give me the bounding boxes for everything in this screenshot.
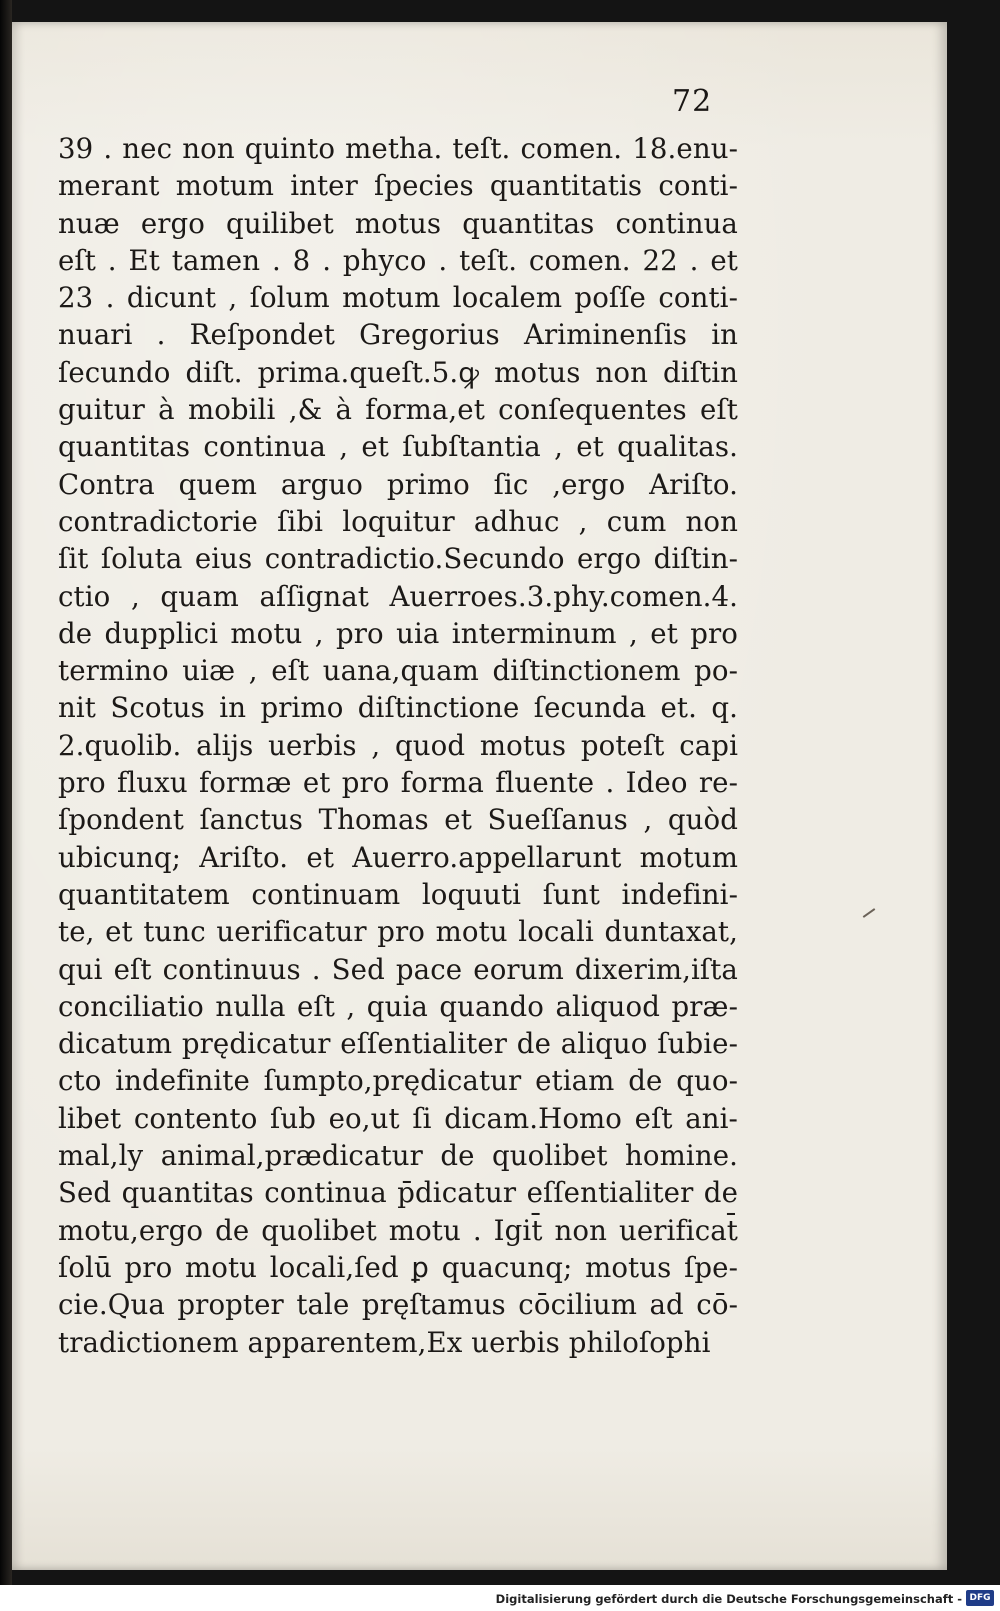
text-line: cie.Qua propter tale pręſtamus cōcilium ad cō- xyxy=(58,1288,738,1322)
text-line: dicatum prędicatur eſſentialiter de aliquo ſubie- xyxy=(58,1027,738,1061)
dfg-logo: DFG xyxy=(966,1590,994,1606)
text-line: ſit ſoluta eius contradictio.Secundo ergo diſtin- xyxy=(58,542,738,576)
text-line: Contra quem arguo primo ſic ,ergo Ariſto. xyxy=(58,467,738,501)
text-line: ſecundo diſt. prima.queſt.5.ꝙ motus non diſtin xyxy=(58,355,738,389)
text-line: termino uiæ , eſt uana,quam diſtinctionem po- xyxy=(58,654,738,688)
text-line: ctio , quam aſſignat Auerroes.3.phy.comen.4. xyxy=(58,579,738,613)
text-line: ſpondent ſanctus Thomas et Sueſſanus , quòd xyxy=(58,803,738,837)
text-line: Sed quantitas continua p̄dicatur eſſentialiter de xyxy=(58,1176,738,1210)
text-line: 2.quolib. alijs uerbis , quod motus poteſt capi xyxy=(58,728,738,762)
body-text xyxy=(58,130,738,1361)
text-line: motu,ergo de quolibet motu . Igit̄ non uerificat̄ xyxy=(58,1213,738,1247)
text-line: libet contento ſub eo,ut ſi dicam.Homo eſt ani- xyxy=(58,1101,738,1135)
text-line: conciliatio nulla eſt , quia quando aliquod præ- xyxy=(58,989,738,1023)
book-edge xyxy=(0,0,12,1611)
text-line: nuari . Reſpondet Gregorius Ariminenſis in xyxy=(58,318,738,352)
text-line: nit Scotus in primo diſtinctione ſecunda et. q. xyxy=(58,691,738,725)
text-line: 39 . nec non quinto metha. teſt. comen. 18.enu- xyxy=(58,132,738,165)
text-line: quantitas continua , et ſubſtantia , et qualitas. xyxy=(58,430,738,464)
text-line: tradictionem apparentem,Ex uerbis philoſophi xyxy=(58,1325,711,1359)
text-line: nuæ ergo quilibet motus quantitas continua xyxy=(58,206,738,240)
text-line: pro fluxu formæ et pro forma fluente . Ideo re- xyxy=(58,766,738,800)
text-line: merant motum inter ſpecies quantitatis conti- xyxy=(58,169,738,203)
book-page xyxy=(12,22,947,1570)
margin-mark xyxy=(863,908,876,918)
text-line: cto indefinite ſumpto,prędicatur etiam de quo- xyxy=(58,1064,738,1098)
text-line: de dupplici motu , pro uia interminum , et pro xyxy=(58,616,738,650)
text-line: ſolū pro motu locali,ſed ꝑ quacunq; motus ſpe- xyxy=(58,1250,738,1284)
page-number: 72 xyxy=(672,84,713,119)
text-line: mal,ly animal,prædicatur de quolibet homine. xyxy=(58,1139,738,1173)
text-line: eſt . Et tamen . 8 . phyco . teſt. comen. 22 . et xyxy=(58,243,738,277)
digitization-credit: Digitalisierung gefördert durch die Deutsche Forschungsgemeinschaft - xyxy=(495,1592,962,1606)
text-line: guitur à mobili ,& à forma,et conſequentes eſt xyxy=(58,393,738,427)
text-line: contradictorie ſibi loquitur adhuc , cum non xyxy=(58,504,738,538)
text-line: 23 . dicunt , ſolum motum localem poſſe conti- xyxy=(58,281,738,315)
text-line: te, et tunc uerificatur pro motu locali duntaxat, xyxy=(58,915,738,949)
footer-strip xyxy=(0,1585,1000,1611)
text-line: qui eſt continuus . Sed pace eorum dixerim,iſta xyxy=(58,952,738,986)
text-line: ubicunq; Ariſto. et Auerro.appellarunt motum xyxy=(58,840,738,874)
text-line: quantitatem continuam loquuti ſunt indefini- xyxy=(58,877,738,911)
